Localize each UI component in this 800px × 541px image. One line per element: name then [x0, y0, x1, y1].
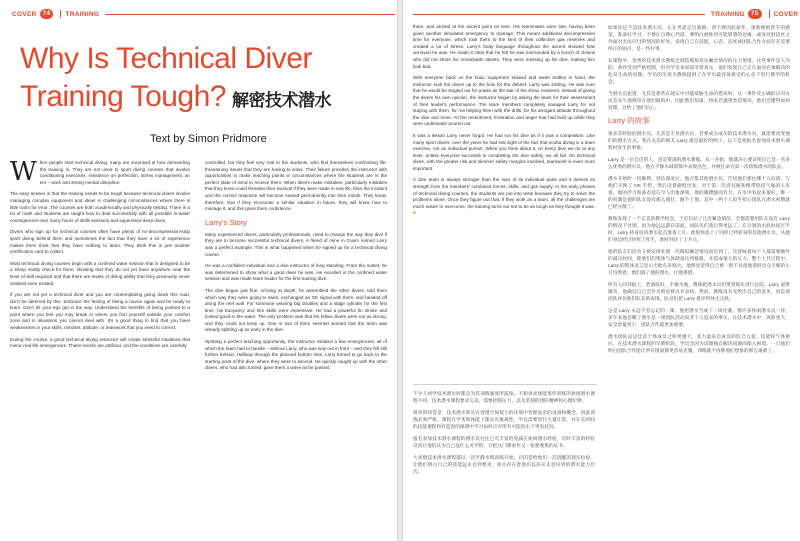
paragraph: Many experienced divers, particularly professionals, need to change the way they dive if they are to become successful technical divers. A friend of mine in Guam named Larry was a perfect example. This is what happened when he signed up for a technical diving course.	[205, 231, 387, 257]
title-chinese: 解密技术潜水	[232, 91, 331, 111]
paragraph: 如果你还不是技术潜水员，正在考虑走这条路，请不要因此却步。重新拥抱新手的感觉，准备好学习，不要让自尊心挡道。要明白被推到可能崩溃的边缘、或身处舒适区之外面对无法应付的情况的好处。发现自己在技能、心态、态度或团队合作方面存在需要纠正的弱点，是一件好事。	[608, 25, 790, 51]
paragraph: 当潜水员犯错，尤其是那些在现实中可能威胁生命的错误时，这一事件及正确的应对方法会永久地烙印在他们脑海中。因此他们知道，将来若遇到类似情况，他们会懂得如何处理，这给了他们信心。	[608, 91, 790, 110]
paragraph: 教练发现了一个完美的教学机会，于是启动了几次紧急情况，全都需要团队在没有 Larry 的情况下处理，因为他远远游在前面，而队员们落后得更远了。在计划的水底时间过半时，Larry 转身返回潜水起点准备上升。他很快追上了同样已经转身的其他潜水员，从他们身边经过时挥了挥手，准时到达了上升点。	[608, 216, 790, 242]
article-column-1	[10, 157, 190, 355]
paragraph: 这是 Larry 永远不会忘记的一课。他把潜水当成了一场比赛。像许多休闲潜水员一样，多年来他忽略了潜水是一项团队活动而非个人追求的事实。在技术潜水中，风险更大、安全余量更小，团队合作就更加重要。	[608, 308, 790, 327]
end-mark: ■	[413, 210, 416, 216]
paragraph: During the course, a good technical diving instructor will create stressful situations that mimic real-life emergencies. These events are artificial, and the conditions are carefully	[10, 336, 190, 349]
left-page	[0, 0, 397, 541]
header-separator	[60, 10, 61, 18]
header-rule	[413, 14, 705, 15]
title-line-2: Training Tough?	[20, 80, 226, 113]
subhead-larrys-story: Larry's Story	[205, 217, 247, 227]
paragraph: them, and arrived at the ascent point on time. His teammates were late, having been given another simulated emergency to manage. This meant additional decompression time for everyone, which took them to the limit of their collective gas reserves and created a lot of stress. Larry's body language throughout the ascent showed how annoyed he was. He made it clear that he felt he was surrounded by a bunch of clowns who did not share his remarkable talents. They were messing up his dive, making him look bad.	[413, 24, 595, 69]
paragraph: With everyone back on the boat, equipment stowed and water bottles in hand, the instructor took the divers up to the bow for the debrief. Larry was smiling. He was sure that he would be singled out for praise as the star of the show. However, instead of giving the divers his own opinion, the instructor began by asking the team for their assessment of their leader's performance. The team members completely savaged Larry for not staying with them, for not helping them with the drills, for his arrogant attitude throughout the dive and more. All the resentment, frustration and anger that had built up while they were underwater poured out.	[413, 75, 595, 127]
paragraph: 在课程中，优秀的技术潜水教练会制造模拟真实紧急情况的压力情境。这些事件是人为的，条件受到严格控制，但对学员来说却非常真实，他们发现自己正在面对必须解决的危及生命的问题。学员的失误为教练提供了在学员最容易接受的心态下进行教学的机会。	[608, 58, 790, 84]
title-line-1: Why Is Technical Diver	[20, 42, 312, 75]
paragraph: It was a lesson Larry never forgot. He had run his dive as if it was a competition. Like many sport divers, over the years he had lost sight of the fact that scuba diving is a team exercise, not an individual pursuit. When you think about it, on every dive we do at any level, unless everyone succeeds in completing the dive safely, we all fail. On technical dives, with the greater risk and slimmer safety margins involved, teamwork is even more important.	[413, 132, 595, 171]
paragraph: The easy answer is that the training needs to be tough because technical divers involve managing complex equipment and ideas in challenging circumstances where there is little room for error. The courses are both academically and physically testing. There is a lot of math and students are taught how to deal successfully with all possible in-water contingencies over many hours of skills sessions and supervised deep dives.	[10, 191, 190, 223]
subhead-chinese-larry: Larry 的故事	[608, 116, 650, 125]
header-rule	[105, 14, 395, 15]
header-topic-label: COVER	[773, 10, 799, 18]
paragraph: 不少人初学技术潜水时都会为其训练强度所震惊。不和讲求体能条件训练的休闲潜水课程不同，技术潜水课程要求完美，需要控制压力，以及坚韧的团队精神和心理纪律。	[413, 391, 595, 403]
header-separator	[769, 10, 770, 18]
article-column-3	[413, 24, 595, 222]
paragraph: Spotting a perfect teaching opportunity, the instructor initiated a few emergencies, all of which the team had to handle – without Larry, who was way out in front – and they fell still further behind. Halfway through the planned bottom time, Larry turned to go back to the starting point of the dive, where they were to ascend. He quickly caught up with the other divers, who had also turned, gave them a wave as he passed	[205, 339, 387, 371]
byline: Text by Simon Pridmore	[150, 133, 267, 145]
paragraph: 他的队友们因为又被安排处理一次模拟紧急情况而迟到了。这意味着每个人都需要额外的减压时间，使他们的集体气体储备达到极限，并造成很大的压力。整个上升过程中，Larry 的肢体语言显示出他有多恼火。他明显觉得自己被一群不具备他那样出众天赋的小丑包围着，他们毁了他的潜水，让他难堪。	[608, 249, 790, 275]
paragraph: 报名参加技术潜水课程的潜水员往往已有丰富的免减压休闲潜水经验，有时丰富的经验反而让他们认为自己没什么可学的，只把这门课看作又一张要收集的证书。	[413, 436, 595, 448]
paragraph: 所有人回到船上，装备收好，手握水瓶，教练把潜水员们带到船头进行总结。Larry 面带微笑，他确信自己会作为明星被点名表扬。然而，教练没有先给出自己的意见，而是请团队评价他们队长的表现。队员们把 Larry 批评得体无完肤。	[608, 282, 790, 301]
page-number-badge: 75	[748, 9, 762, 19]
paragraph: controlled, but they feel very real to the students, who find themselves confronting life-threatening issues that they are having to solve. Their failure provides the instructor with opportunities to make teaching points in circumstances where the students are in the perfect state of mind to receive them. When divers make mistakes, particularly mistakes that they know could threaten their survival if they were made in real life, then the incident and the correct response will become seared permanently into their minds. They know, therefore, that if they encounter a similar situation in future, they will know how to manage it, and this gives them confidence.	[205, 160, 387, 212]
paragraph: 潜水开始时一切顺利。到达深度后，他召集其他潜水员，告诉他们要往哪个方向游，与他们交换了 OK 手势，然后沿着礁壁出发。对于第一次背双瓶和携带阶段气瓶的人来说，他的浮力和姿态技巧令人印象深刻。他的踢蹼强而有力，在水中看起来很好。唯一的问题是他的队友没有那么强壮，跟不上他。其中一两个人似乎担心团队在潜水初期就已经分散了。	[608, 176, 790, 209]
right-page-header	[413, 8, 798, 20]
drop-cap: W	[10, 157, 37, 187]
header-section-label: COVER	[12, 10, 37, 18]
article-column-2	[205, 160, 387, 377]
page-number-badge: 74	[40, 9, 54, 19]
paragraph: Most technical diving courses begin with a confined water session that is designed to be a sharp reality check for them, showing that they do not yet have anywhere near the level of skill required and that there are levels of diving ability that they previously never realised even existed.	[10, 260, 190, 286]
chinese-column-2	[608, 24, 790, 359]
paragraph: When people start technical diving, many are surprised at how demanding the training is. They are not used to sport diving courses that involve conditioning exercises, insistence on perfection, stress management, an em – work and strong mental discipline.	[10, 157, 190, 187]
article-title	[20, 40, 380, 120]
paragraph: 很多有经验的潜水员，尤其是专业潜水员，若要成为成功的技术潜水员，就需要改变他们的潜水方式。我在关岛的朋友 Larry 就是最好的例子。以下是他报名参加技术潜水课程时发生的事情。	[608, 131, 790, 150]
chinese-column-1	[413, 390, 595, 480]
header-section-label: TRAINING	[711, 10, 745, 18]
left-page-header	[12, 8, 395, 20]
paragraph: A dive team is always stronger than the sum of its individual parts and it derives its strength from the members' combined forces, skills, and gas supply. In the early phases of technical diving courses, the students are put into tests because they try to solve the problems alone. Once they figure out that, if they work as a team, all the challenges are much easier to overcome, the training turns out not to be as tough as they thought it was. ■	[413, 177, 595, 216]
paragraph: 大多数技术潜水课程都以一次平静水域训练开始，目的是给他们一次清醒的现实检验，让他们明白自己的技能远未达到要求，而且存在着他们以前从未意识到的潜水能力层次。	[413, 455, 595, 474]
paragraph: 潜水团队总是比其个体成员之和更强大，其力量来自成员的综合力量、技能和气体供应。在技术潜水课程的早期阶段，学员会因为试图独自解决问题而陷入困境。一旦他们明白团队合作能让所有挑战都更容易克服，训练就不再像他们想象的那么艰难了。	[608, 334, 790, 353]
paragraph: 简单的回答是：技术潜水涉及在容错空间很小的环境中管理复杂的设备和概念，因此训练必须严格。课程在学术和体能上都具有挑战性，学员需要进行大量计算，并在长时间的技能课程和有监督的深潜中学习如何应对所有可能的水下突发状况。	[413, 410, 595, 429]
column-divider	[413, 384, 597, 385]
paragraph: The dive began just fine. Arriving at depth, he assembled the other divers, told them which way they were going to swim, exchanged an OK signal with them, and headed off along the reef wall. For someone wearing big doubles and a stage cylinder for the first time, his buoyancy and trim skills were impressive. He had a powerful fin stroke and looked good in the water. The only problem was that his fellow divers were not as strong, and they could not keep up. One or two of them seemed worried that the team was already splitting up so early in the dive.	[205, 287, 387, 333]
paragraph: Divers who sign up for technical courses often have plenty of no-decompression-stop sport diving behind them and sometimes the fact that they have a lot of experience makes them think that they have nothing to learn. They think this is just another certification card to collect.	[10, 229, 190, 255]
header-topic-label: TRAINING	[65, 10, 100, 18]
paragraph: He was a confident individual and a dive instructor of long standing. From the outset, he was determined to show what a good diver he was. He excelled in the confined water session and was made team leader for the first training dive.	[205, 263, 387, 282]
right-page	[403, 0, 800, 541]
paragraph: Larry 是一位自信的人，也是资深的潜水教练。从一开始，他就决心要证明自己是一名多么优秀的潜水员。他在平静水域训练中表现出色，并被任命为第一次训练潜水的队长。	[608, 157, 790, 169]
paragraph: If you are not yet a technical diver and you are contemplating going down this road, don't be deterred by this. Embrace the feeling of being a novice again and be ready to learn. Don't let your ego get in the way. Understand the benefits of being pushed to a point where you feel you may break or where you find yourself outside your comfort zone and in situations you cannot deal with. It's a good thing to find that you have weaknesses in your skills, mindset, attitude, or teamwork that you need to correct.	[10, 292, 190, 331]
